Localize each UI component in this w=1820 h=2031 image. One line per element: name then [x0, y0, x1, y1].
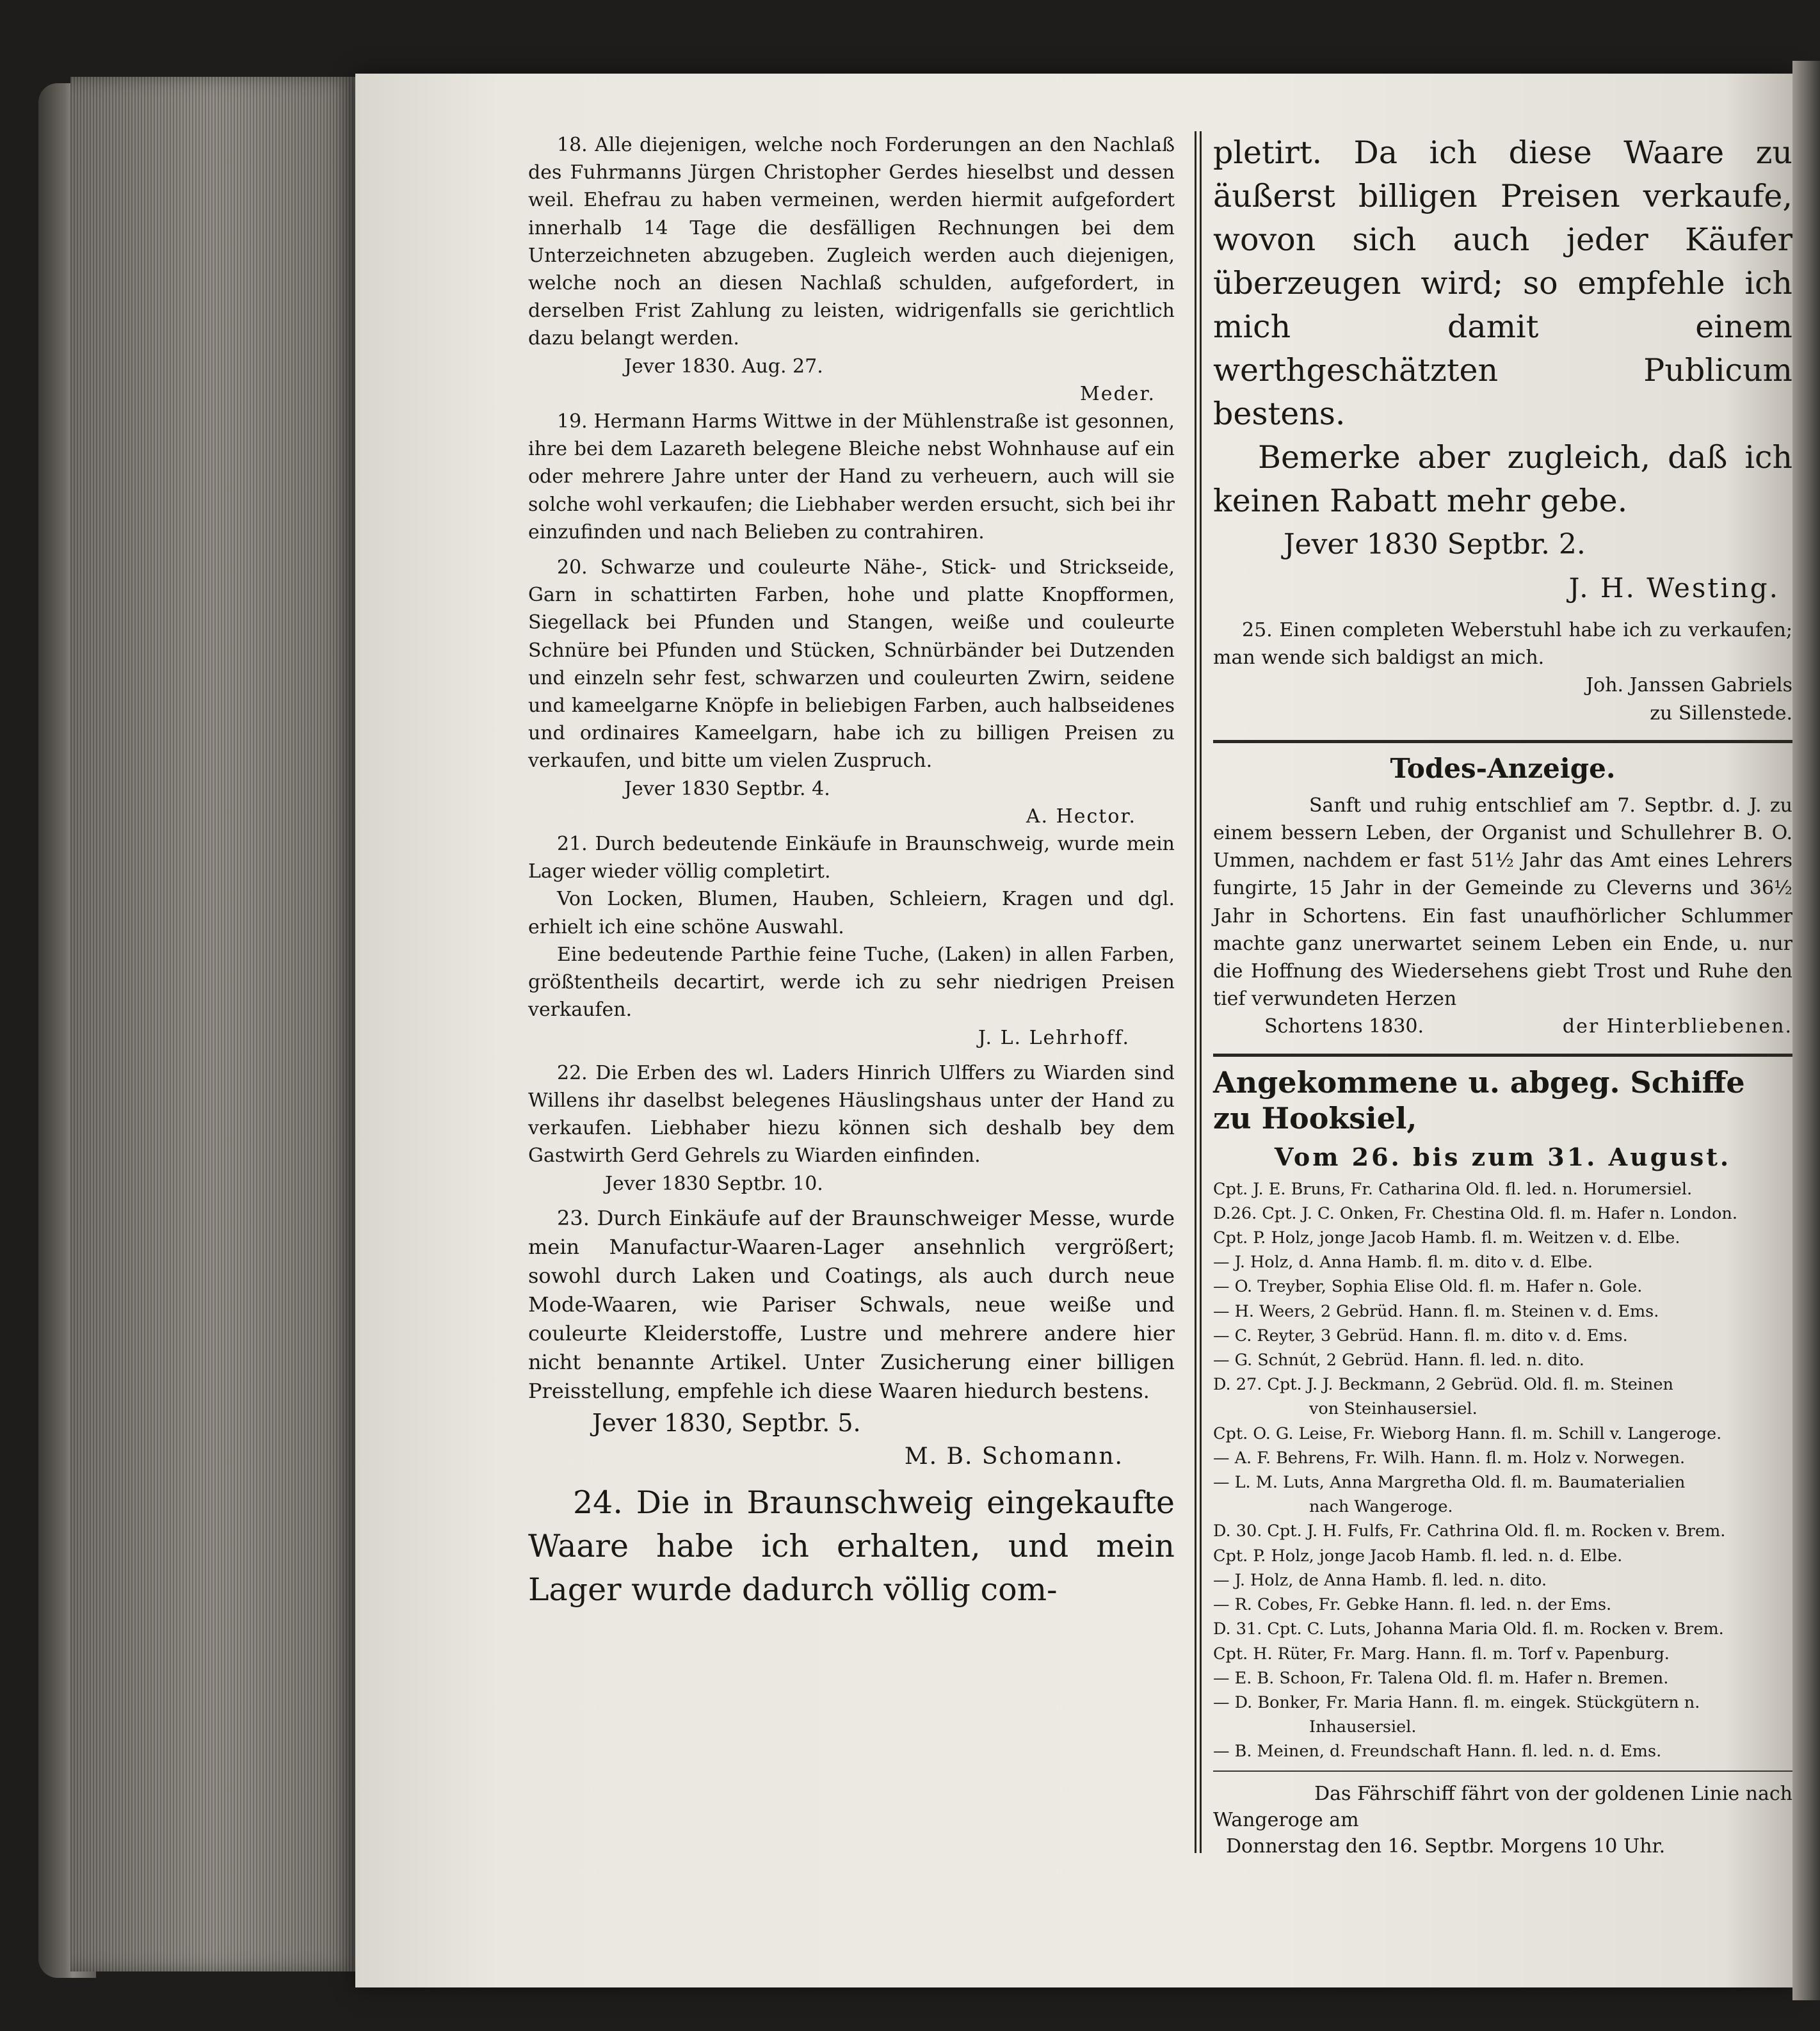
- ad-18-date: Jever 1830. Aug. 27.: [624, 355, 823, 378]
- ship-entry: D.26. Cpt. J. C. Onken, Fr. Chestina Old. fl. m. Hafer n. London.: [1213, 1203, 1737, 1223]
- column-divider: [1195, 131, 1202, 1853]
- ferry-line-2: Wangeroge am: [1213, 1808, 1359, 1831]
- ships-period: Vom 26. bis zum 31. August.: [1274, 1142, 1732, 1171]
- ship-entry: — J. Holz, de Anna Hamb. fl. led. n. dito.: [1213, 1570, 1547, 1590]
- ship-entry: — B. Meinen, d. Freundschaft Hann. fl. led. n. d. Ems.: [1213, 1742, 1662, 1762]
- death-notice-signature: der Hinterbliebenen.: [1562, 1015, 1792, 1038]
- ad-22-text: 22. Die Erben des wl. Laders Hinrich Ulffers zu Wiarden sind Willens ihr daselbst belegenes Häuslingshaus unter der Hand zu verkaufen. Liebhaber hiezu können sich deshalb bey dem Gastwirth Gerd Gehrels zu Wiarden einfinden.: [528, 1061, 1175, 1168]
- ship-entry: D. 27. Cpt. J. J. Beckmann, 2 Gebrüd. Old. fl. m. Steinen: [1213, 1375, 1673, 1395]
- ship-entry: — R. Cobes, Fr. Gebke Hann. fl. led. n. der Ems.: [1213, 1595, 1612, 1615]
- ad-24-cont-date: Jever 1830 Septbr. 2.: [1284, 528, 1586, 561]
- ad-19-text: 19. Hermann Harms Wittwe in der Mühlenstraße ist gesonnen, ihre bei dem Lazareth belegene Bleiche nebst Wohnhause auf ein oder mehrere Jahre unter der Hand zu verheuern, auch will sie solche wohl verkaufen; die Liebhaber werden ersucht, sich bei ihr einzufinden und nach Belieben zu contrahiren.: [528, 410, 1175, 543]
- section-divider: [1213, 740, 1792, 743]
- ship-entry: von Steinhausersiel.: [1309, 1399, 1478, 1419]
- ship-entry: Cpt. H. Rüter, Fr. Marg. Hann. fl. m. Torf v. Papenburg.: [1213, 1644, 1670, 1664]
- ad-24-cont-text: pletirt. Da ich diese Waare zu äußerst billigen Preisen verkaufe, wovon sich auch jeder Käufer überzeugen wird; so empfehle ich mich damit einem werthgeschätzten Publicum bestens.: [1213, 134, 1792, 432]
- ship-entry: — J. Holz, d. Anna Hamb. fl. m. dito v. d. Elbe.: [1213, 1253, 1593, 1272]
- ad-18: [528, 131, 1175, 408]
- ad-23-signature: M. B. Schomann.: [904, 1443, 1123, 1470]
- ferry-divider: [1213, 1770, 1792, 1772]
- ship-entry: Cpt. P. Holz, jonge Jacob Hamb. fl. m. Weitzen v. d. Elbe.: [1213, 1228, 1680, 1248]
- ship-entry: Inhausersiel.: [1309, 1717, 1417, 1737]
- ship-entry: Cpt. J. E. Bruns, Fr. Catharina Old. fl. led. n. Horumersiel.: [1213, 1179, 1693, 1199]
- ad-22: [528, 1059, 1175, 1198]
- ad-23-date: Jever 1830, Septbr. 5.: [592, 1408, 861, 1437]
- ad-19: [528, 408, 1175, 546]
- ship-entry: D. 30. Cpt. J. H. Fulfs, Fr. Cathrina Old. fl. m. Rocken v. Brem.: [1213, 1521, 1726, 1541]
- ad-18-text: 18. Alle diejenigen, welche noch Forderungen an den Nachlaß des Fuhrmanns Jürgen Christopher Gerdes hieselbst und dessen weil. Ehefrau zu haben vermeinen, werden hiermit aufgefordert innerhalb 14 Tage die desfälligen Rechnungen bei dem Unterzeichneten abzugeben. Zugleich werden auch diejenigen, welche noch an diesen Nachlaß schulden, aufgefordert, in derselben Frist Zahlung zu leisten, widrigenfalls sie gerichtlich dazu belangt werden.: [528, 134, 1175, 350]
- ad-24-continued: [1213, 131, 1792, 610]
- left-column: [528, 131, 1175, 1612]
- ad-25-signature-1: Joh. Janssen Gabriels: [1586, 674, 1792, 697]
- ships-title: Angekommene u. abgeg. Schiffe zu Hooksiel,: [1213, 1064, 1745, 1136]
- ship-entry: — A. F. Behrens, Fr. Wilh. Hann. fl. m. Holz v. Norwegen.: [1213, 1448, 1686, 1468]
- ship-entry: — E. B. Schoon, Fr. Talena Old. fl. m. Hafer n. Bremen.: [1213, 1668, 1669, 1688]
- ad-25-signature-2: zu Sillenstede.: [1650, 702, 1792, 725]
- death-notice-place-date: Schortens 1830.: [1264, 1015, 1424, 1038]
- ad-21-para3: Eine bedeutende Parthie feine Tuche, (Laken) in allen Farben, größtentheils decartirt, werde ich zu sehr niedrigen Preisen verkaufen.: [528, 943, 1175, 1022]
- ad-20-date: Jever 1830 Septbr. 4.: [624, 777, 830, 800]
- page-edges: [70, 77, 358, 1971]
- ship-entry: D. 31. Cpt. C. Luts, Johanna Maria Old. fl. m. Rocken v. Brem.: [1213, 1619, 1724, 1639]
- ad-20-text: 20. Schwarze und couleurte Nähe-, Stick- und Strickseide, Garn in schattirten Farben, hohe und platte Knopfformen, Siegellack bei Pfunden und Stangen, weiße und couleurte Schnüre bei Pfunden und Stücken, Schnürbänder bei Dutzenden und einzeln sehr fest, schwarzen und couleurten Zwirn, seidene und kameelgarne Knöpfe in beliebigen Farben, auch halbseidenes und ordinaires Kameelgarn, habe ich zu billigen Preisen zu verkaufen, und bitte um vielen Zuspruch.: [528, 556, 1175, 773]
- ship-entry: — C. Reyter, 3 Gebrüd. Hann. fl. m. dito v. d. Ems.: [1213, 1326, 1628, 1345]
- ad-20-signature: A. Hector.: [1026, 805, 1136, 828]
- right-column: [1213, 131, 1792, 1859]
- facing-page-edge: [1792, 61, 1820, 2000]
- ad-23-text: 23. Durch Einkäufe auf der Braunschweiger Messe, wurde mein Manufactur-Waaren-Lager ansehnlich vergrößert; sowohl durch Laken und Coatings, als auch durch neue Mode-Waaren, wie Pariser Schwals, neue weiße und couleurte Kleiderstoffe, Lustre und mehrere andere hier nicht benannte Artikel. Unter Zusicherung einer billigen Preisstellung, empfehle ich diese Waaren hiedurch bestens.: [528, 1205, 1175, 1403]
- ad-22-date: Jever 1830 Septbr. 10.: [605, 1172, 823, 1195]
- ad-21-para2: Von Locken, Blumen, Hauben, Schleiern, Kragen und dgl. erhielt ich eine schöne Auswahl.: [528, 888, 1175, 938]
- ad-24: [528, 1481, 1175, 1612]
- ship-entry: — L. M. Luts, Anna Margretha Old. fl. m. Baumaterialien: [1213, 1473, 1686, 1493]
- death-notice: [1213, 751, 1792, 1041]
- ad-21-signature: J. L. Lehrhoff.: [978, 1026, 1130, 1049]
- ad-24-text: 24. Die in Braunschweig eingekaufte Waare habe ich erhalten, und mein Lager wurde dadurch völlig com-: [528, 1484, 1175, 1608]
- death-notice-text: Sanft und ruhig entschlief am 7. Septbr. d. J. zu einem bessern Leben, der Organist und Schullehrer B. O. Ummen, nachdem er fast 51½ Jahr das Amt eines Lehrers fungirte, 15 Jahr in der Gemeinde zu Cleverns und 36½ Jahr in Schortens. Ein fast unaufhörlicher Schlummer machte ganz unerwartet seinem Leben ein Ende, u. nur die Hoffnung des Wiedersehens giebt Trost und Ruhe den tief verwundeten Herzen: [1213, 794, 1792, 1011]
- ferry-line-3: Donnerstag den 16. Septbr. Morgens 10 Uhr.: [1226, 1834, 1666, 1858]
- death-notice-footer: [1213, 1013, 1792, 1040]
- ad-23: [528, 1204, 1175, 1473]
- section-divider-2: [1213, 1054, 1792, 1057]
- ferry-notice: [1213, 1781, 1792, 1859]
- ferry-line-1: Das Fährschiff fährt von der goldenen Linie nach: [1314, 1782, 1792, 1805]
- ship-entry: — H. Weers, 2 Gebrüd. Hann. fl. m. Steinen v. d. Ems.: [1213, 1301, 1659, 1321]
- ad-25-text: 25. Einen completen Weberstuhl habe ich zu verkaufen; man wende sich baldigst an mich.: [1213, 619, 1792, 670]
- ship-entry: Cpt. O. G. Leise, Fr. Wieborg Hann. fl. m. Schill v. Langeroge.: [1213, 1424, 1722, 1443]
- ship-entry: Cpt. P. Holz, jonge Jacob Hamb. fl. led. n. d. Elbe.: [1213, 1546, 1623, 1566]
- ad-24-cont-signature: J. H. Westing.: [1568, 572, 1780, 604]
- ship-entry: nach Wangeroge.: [1309, 1497, 1453, 1517]
- ship-entry: — O. Treyber, Sophia Elise Old. fl. m. Hafer n. Gole.: [1213, 1277, 1643, 1297]
- ad-18-signature: Meder.: [1079, 382, 1156, 405]
- ad-20: [528, 554, 1175, 830]
- ad-21-text: 21. Durch bedeutende Einkäufe in Braunschweig, wurde mein Lager wieder völlig completirt.: [528, 833, 1175, 883]
- ship-entry: — D. Bonker, Fr. Maria Hann. fl. m. eingek. Stückgütern n.: [1213, 1692, 1700, 1712]
- death-notice-heading: Todes-Anzeige.: [1390, 752, 1616, 784]
- ad-24-cont-para2: Bemerke aber zugleich, daß ich keinen Rabatt mehr gebe.: [1213, 439, 1792, 519]
- ship-entry: — G. Schnút, 2 Gebrüd. Hann. fl. led. n. dito.: [1213, 1351, 1584, 1370]
- ship-list: [1213, 1064, 1792, 1764]
- ad-25: [1213, 616, 1792, 727]
- ad-21: [528, 830, 1175, 1052]
